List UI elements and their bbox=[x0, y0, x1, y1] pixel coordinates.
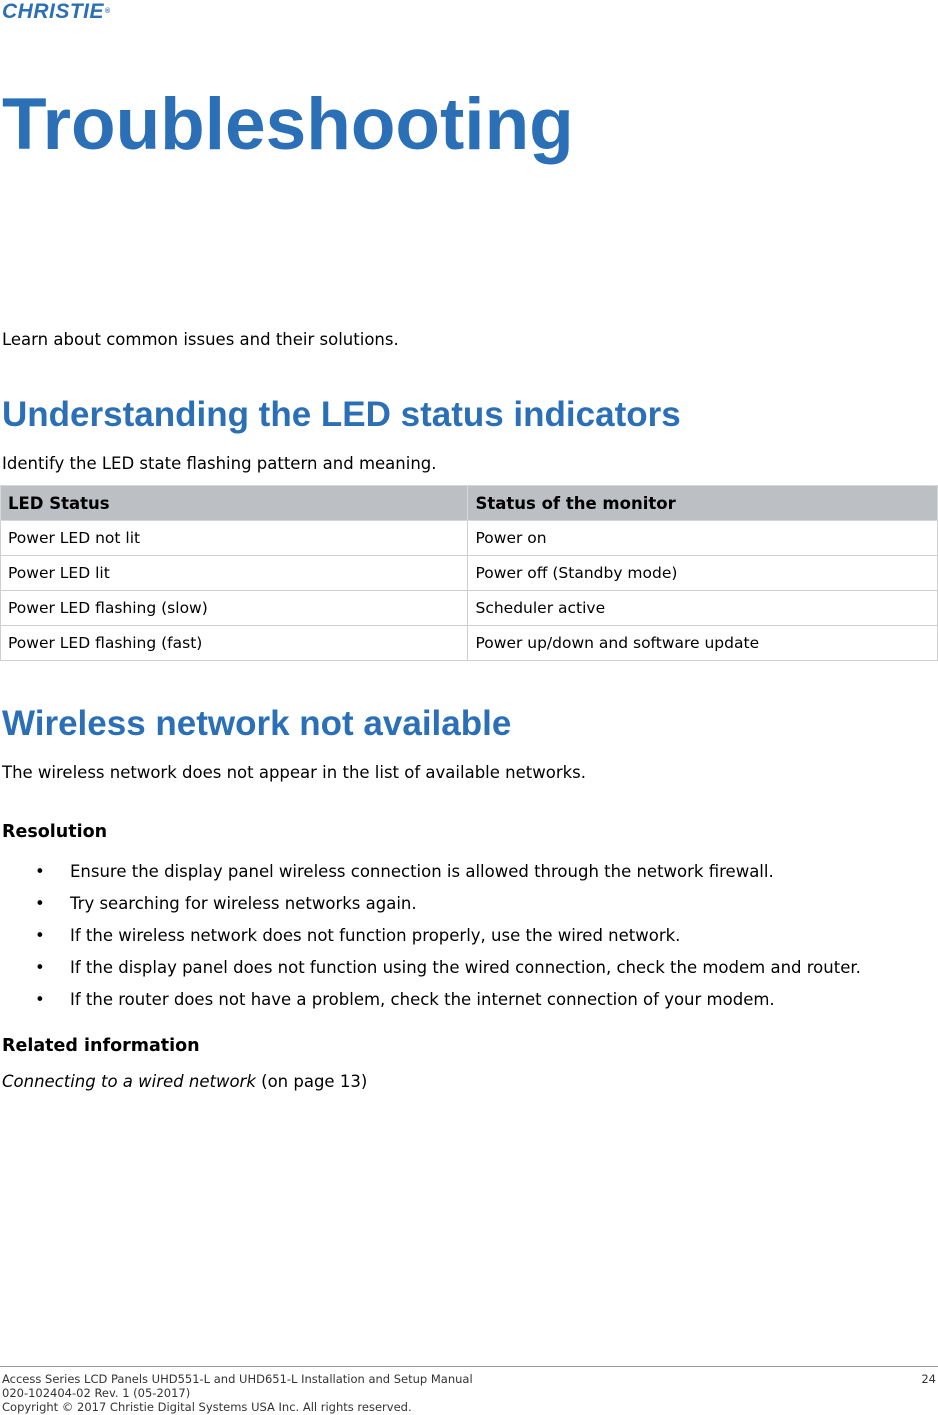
logo-trademark: ® bbox=[105, 8, 111, 15]
logo-text: CHRISTIE bbox=[2, 0, 105, 23]
footer-page-number: 24 bbox=[921, 1372, 936, 1386]
table-header-monitor-status: Status of the monitor bbox=[468, 486, 938, 521]
table-header-led-status: LED Status bbox=[1, 486, 468, 521]
table-cell: Power LED lit bbox=[1, 556, 468, 591]
list-item bbox=[0, 924, 861, 956]
wireless-section-description: The wireless network does not appear in the list of available networks. bbox=[2, 763, 586, 782]
table-header-row bbox=[1, 486, 938, 521]
table-row bbox=[1, 521, 938, 556]
table-cell: Power LED flashing (fast) bbox=[1, 626, 468, 661]
footer-divider bbox=[0, 1366, 938, 1367]
list-item bbox=[0, 860, 861, 892]
intro-text: Learn about common issues and their solutions. bbox=[2, 330, 399, 349]
list-item-text: If the wireless network does not function properly, use the wired network. bbox=[70, 926, 681, 945]
list-item bbox=[0, 956, 861, 988]
list-item-text: If the display panel does not function using the wired connection, check the modem and router. bbox=[70, 958, 861, 977]
table-row bbox=[1, 556, 938, 591]
footer-manual-title: Access Series LCD Panels UHD551-L and UHD651-L Installation and Setup Manual bbox=[2, 1372, 473, 1386]
bullet-icon: • bbox=[35, 926, 45, 945]
list-item-text: Ensure the display panel wireless connection is allowed through the network firewall. bbox=[70, 862, 774, 881]
bullet-icon: • bbox=[35, 958, 45, 977]
resolution-heading: Resolution bbox=[2, 822, 108, 842]
related-information-text bbox=[2, 1071, 367, 1093]
table-cell: Power off (Standby mode) bbox=[468, 556, 938, 591]
christie-logo bbox=[2, 1, 111, 23]
bullet-icon: • bbox=[35, 862, 45, 881]
table-cell: Power up/down and software update bbox=[468, 626, 938, 661]
related-information-heading: Related information bbox=[2, 1036, 200, 1056]
bullet-icon: • bbox=[35, 990, 45, 1009]
table-cell: Scheduler active bbox=[468, 591, 938, 626]
list-item-text: Try searching for wireless networks again. bbox=[70, 894, 417, 913]
footer-copyright: Copyright © 2017 Christie Digital Systems USA Inc. All rights reserved. bbox=[2, 1400, 412, 1414]
wireless-section-title: Wireless network not available bbox=[2, 704, 512, 743]
list-item bbox=[0, 988, 861, 1020]
resolution-list bbox=[0, 860, 861, 1020]
table-cell: Power LED not lit bbox=[1, 521, 468, 556]
led-section-title: Understanding the LED status indicators bbox=[2, 395, 681, 434]
related-link-wired-network[interactable]: Connecting to a wired network bbox=[2, 1072, 256, 1091]
page-title: Troubleshooting bbox=[2, 84, 574, 165]
table-cell: Power on bbox=[468, 521, 938, 556]
led-status-table bbox=[0, 485, 938, 661]
list-item-text: If the router does not have a problem, check the internet connection of your modem. bbox=[70, 990, 775, 1009]
list-item bbox=[0, 892, 861, 924]
bullet-icon: • bbox=[35, 894, 45, 913]
led-section-description: Identify the LED state flashing pattern and meaning. bbox=[2, 454, 437, 473]
table-row bbox=[1, 626, 938, 661]
footer-revision: 020-102404-02 Rev. 1 (05-2017) bbox=[2, 1386, 191, 1400]
table-row bbox=[1, 591, 938, 626]
related-link-page-ref: (on page 13) bbox=[255, 1072, 368, 1091]
table-cell: Power LED flashing (slow) bbox=[1, 591, 468, 626]
